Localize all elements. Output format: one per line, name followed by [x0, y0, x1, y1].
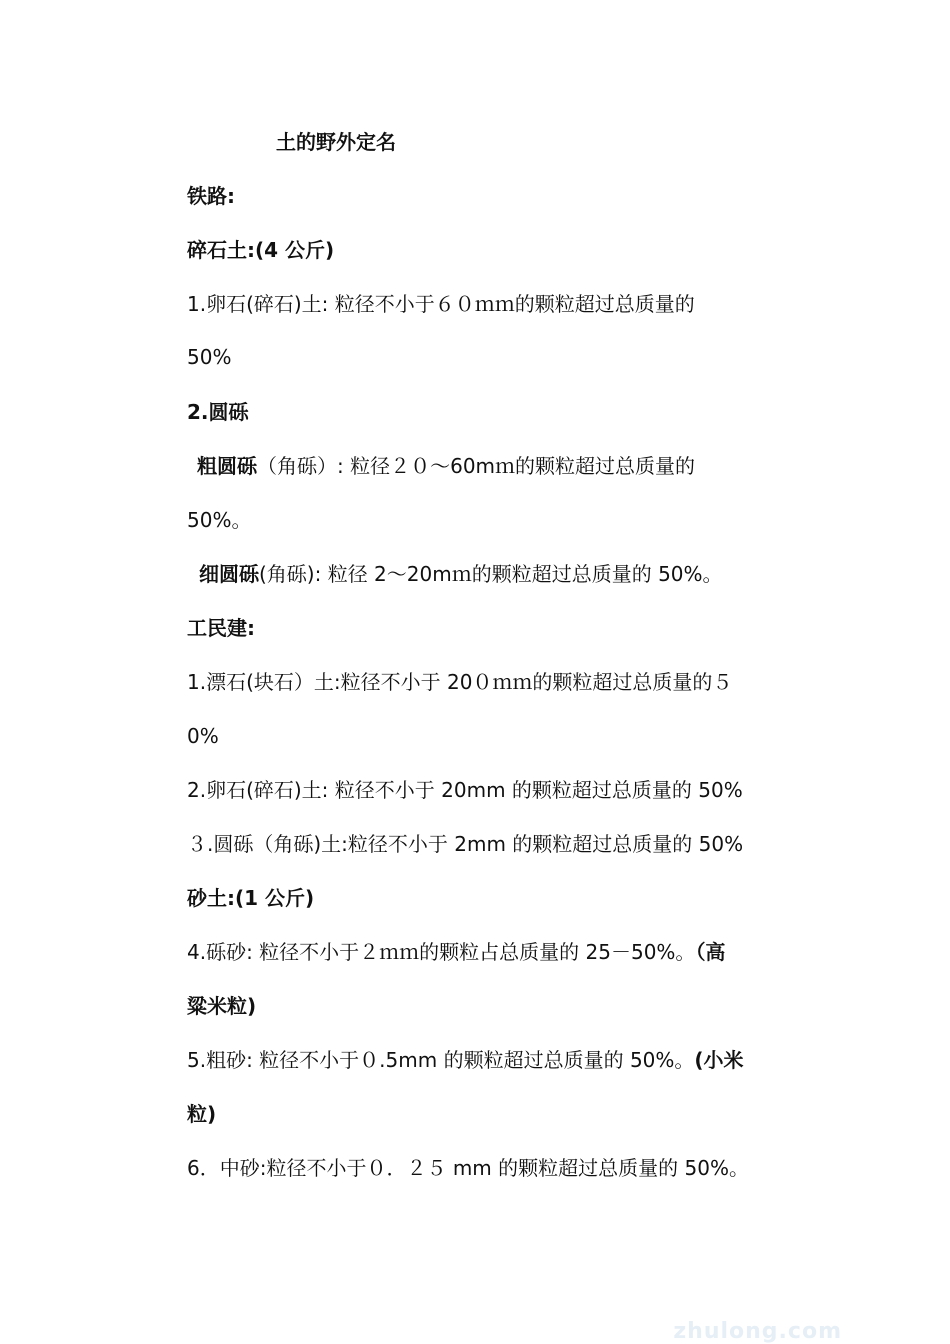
- sand-item-5-text: 5.粗砂: 粒径不小于０.5mm 的颗粒超过总质量的 50%。: [187, 1048, 695, 1072]
- sand-item-6: 6．中砂:粒径不小于０．２５ mm 的颗粒超过总质量的 50%。: [187, 1156, 749, 1180]
- rail-item-1: 1.卵石(碎石)土: 粒径不小于６０ｍｍ的颗粒超过总质量的: [187, 292, 695, 316]
- sand-item-4-note: （高: [695, 940, 726, 964]
- sand-item-5-note-cont: 粒): [187, 1102, 217, 1126]
- rail-item-2a-term: 粗圆砾: [197, 454, 257, 478]
- sand-item-4-text: 4.砾砂: 粒径不小于２ｍｍ的颗粒占总质量的 25－50%。: [187, 940, 696, 964]
- civil-item-1: 1.漂石(块石）土:粒径不小于 20０ｍｍ的颗粒超过总质量的５: [187, 670, 733, 694]
- sand-item-4-note-cont: 粱米粒): [187, 994, 257, 1018]
- gravel-soil-heading: 碎石土:(4 公斤): [187, 238, 335, 262]
- sand-item-5: [187, 1046, 744, 1074]
- civil-item-1-cont: 0%: [187, 724, 219, 748]
- watermark: zhulong.com: [673, 1319, 842, 1344]
- civil-item-2: 2.卵石(碎石)土: 粒径不小于 20mm 的颗粒超过总质量的 50%: [187, 778, 743, 802]
- sand-item-4: [187, 938, 725, 966]
- rail-item-2a-text: （角砾）: 粒径２０～60mｍ的颗粒超过总质量的: [257, 454, 696, 478]
- railway-heading: 铁路:: [187, 184, 235, 208]
- rail-item-2a: [197, 452, 695, 480]
- rail-item-1-cont: 50%: [187, 345, 232, 369]
- rail-item-2a-cont: 50%。: [187, 508, 252, 532]
- document-title: 土的野外定名: [276, 130, 396, 154]
- sand-heading: 砂土:(1 公斤): [187, 886, 315, 910]
- rail-item-2b-term: 细圆砾: [199, 562, 259, 586]
- civil-item-3: ３.圆砾（角砾)土:粒径不小于 2mm 的颗粒超过总质量的 50%: [187, 832, 744, 856]
- rail-item-2b: [199, 560, 723, 588]
- rail-item-2-heading: 2.圆砾: [187, 400, 249, 424]
- rail-item-2b-text: (角砾): 粒径 2～20mｍ的颗粒超过总质量的 50%。: [259, 562, 723, 586]
- civil-heading: 工民建:: [187, 616, 255, 640]
- sand-item-5-note: (小米: [694, 1048, 744, 1072]
